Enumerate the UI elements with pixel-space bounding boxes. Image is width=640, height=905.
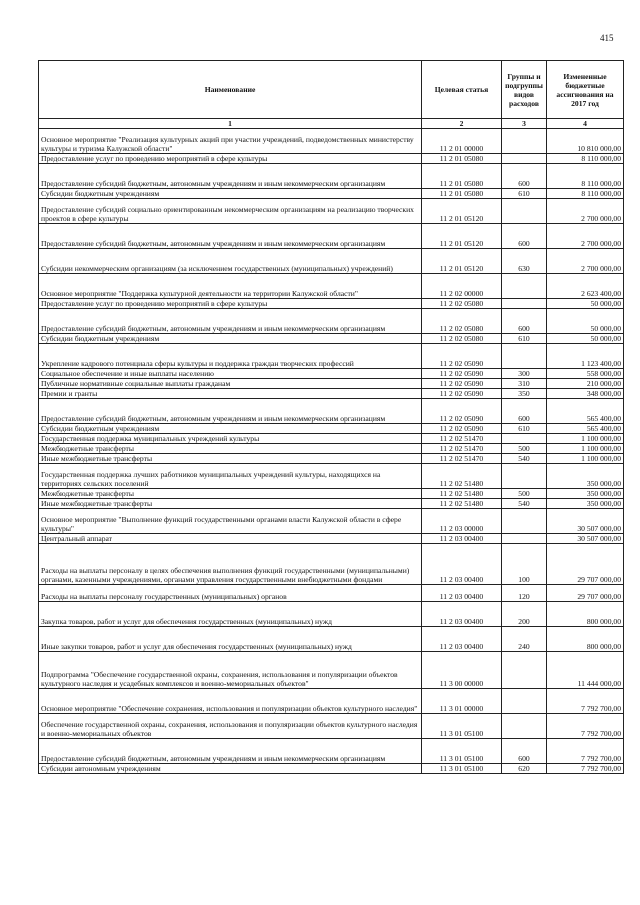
row-amount: 30 507 000,00	[547, 534, 624, 544]
row-amount: 7 792 700,00	[547, 689, 624, 714]
table-row	[39, 389, 624, 399]
header-group: Группы и подгруппы видов расходов	[502, 61, 547, 119]
row-group	[502, 344, 547, 369]
row-group: 600	[502, 309, 547, 334]
row-name: Основное мероприятие "Обеспечение сохранения, использования и популяризации объектов культурного наследия"	[39, 689, 422, 714]
row-amount: 350 000,00	[547, 464, 624, 489]
row-amount: 565 400,00	[547, 399, 624, 424]
row-code: 11 2 02 51470	[422, 454, 502, 464]
row-name: Предоставление субсидий бюджетным, автономным учреждениям и иным некоммерческим организациям	[39, 309, 422, 334]
row-name: Предоставление субсидий социально ориентированным некоммерческим организациям на реализацию творческих проектов в сфере культуры	[39, 199, 422, 224]
table-row	[39, 424, 624, 434]
table-row	[39, 627, 624, 652]
row-group: 620	[502, 764, 547, 774]
row-code: 11 2 02 05080	[422, 334, 502, 344]
row-group: 240	[502, 627, 547, 652]
row-code: 11 2 02 05090	[422, 399, 502, 424]
table-row	[39, 379, 624, 389]
row-group: 600	[502, 164, 547, 189]
row-amount: 2 700 000,00	[547, 249, 624, 274]
row-name: Премии и гранты	[39, 389, 422, 399]
row-group: 120	[502, 585, 547, 602]
table-row	[39, 399, 624, 424]
row-code: 11 2 01 05120	[422, 224, 502, 249]
row-group	[502, 652, 547, 689]
row-amount: 29 707 000,00	[547, 585, 624, 602]
row-amount: 7 792 700,00	[547, 714, 624, 739]
row-group: 610	[502, 189, 547, 199]
table-row	[39, 534, 624, 544]
row-amount: 565 400,00	[547, 424, 624, 434]
row-name: Предоставление субсидий бюджетным, автономным учреждениям и иным некоммерческим организациям	[39, 399, 422, 424]
row-code: 11 2 01 05080	[422, 189, 502, 199]
table-row	[39, 199, 624, 224]
row-code: 11 2 02 05090	[422, 369, 502, 379]
row-code: 11 2 03 00400	[422, 627, 502, 652]
row-amount: 1 100 000,00	[547, 444, 624, 454]
row-group: 610	[502, 334, 547, 344]
row-amount: 210 000,00	[547, 379, 624, 389]
header-name: Наименование	[39, 61, 422, 119]
row-group: 600	[502, 224, 547, 249]
row-name: Субсидии бюджетным учреждениям	[39, 189, 422, 199]
table-row	[39, 434, 624, 444]
row-code: 11 2 03 00000	[422, 509, 502, 534]
table-row	[39, 509, 624, 534]
table-row	[39, 369, 624, 379]
table-row	[39, 154, 624, 164]
row-code: 11 2 01 05080	[422, 154, 502, 164]
table-row	[39, 602, 624, 627]
table-row	[39, 544, 624, 585]
row-amount: 50 000,00	[547, 309, 624, 334]
row-name: Субсидии автономным учреждениям	[39, 764, 422, 774]
row-name: Укрепление кадрового потенциала сферы культуры и поддержка граждан творческих профессий	[39, 344, 422, 369]
row-code: 11 3 01 05100	[422, 764, 502, 774]
table-row	[39, 689, 624, 714]
row-name: Субсидии бюджетным учреждениям	[39, 424, 422, 434]
column-number: 4	[547, 119, 624, 129]
row-name: Субсидии некоммерческим организациям (за исключением государственных (муниципальных) учреждений)	[39, 249, 422, 274]
row-amount: 350 000,00	[547, 489, 624, 499]
row-code: 11 2 01 05120	[422, 249, 502, 274]
table-row	[39, 189, 624, 199]
row-amount: 7 792 700,00	[547, 739, 624, 764]
row-group	[502, 689, 547, 714]
row-code: 11 2 02 51480	[422, 489, 502, 499]
row-amount: 1 100 000,00	[547, 454, 624, 464]
row-name: Обеспечение государственной охраны, сохранения, использования и популяризации объектов культурного наследия и военно-мемориальных объектов	[39, 714, 422, 739]
header-code: Целевая статья	[422, 61, 502, 119]
row-code: 11 2 02 05080	[422, 309, 502, 334]
row-code: 11 2 03 00400	[422, 534, 502, 544]
row-amount: 2 700 000,00	[547, 224, 624, 249]
row-amount: 10 810 000,00	[547, 129, 624, 154]
table-row	[39, 464, 624, 489]
row-name: Предоставление услуг по проведению мероприятий в сфере культуры	[39, 299, 422, 309]
table-row	[39, 334, 624, 344]
row-amount: 1 123 400,00	[547, 344, 624, 369]
row-code: 11 2 02 05090	[422, 389, 502, 399]
table-row	[39, 344, 624, 369]
row-name: Предоставление субсидий бюджетным, автономным учреждениям и иным некоммерческим организациям	[39, 164, 422, 189]
row-amount: 350 000,00	[547, 499, 624, 509]
row-group	[502, 274, 547, 299]
row-group: 500	[502, 489, 547, 499]
table-row	[39, 454, 624, 464]
row-group: 610	[502, 424, 547, 434]
row-name: Государственная поддержка лучших работников муниципальных учреждений культуры, находящихся на территориях сельских поселений	[39, 464, 422, 489]
row-code: 11 3 01 05100	[422, 739, 502, 764]
row-code: 11 2 01 05120	[422, 199, 502, 224]
row-amount: 2 623 400,00	[547, 274, 624, 299]
table-row	[39, 499, 624, 509]
row-name: Государственная поддержка муниципальных учреждений культуры	[39, 434, 422, 444]
row-group: 540	[502, 454, 547, 464]
row-amount: 11 444 000,00	[547, 652, 624, 689]
page-number: 415	[600, 33, 614, 43]
row-name: Расходы на выплаты персоналу государственных (муниципальных) органов	[39, 585, 422, 602]
row-group: 600	[502, 739, 547, 764]
row-name: Подпрограмма "Обеспечение государственной охраны, сохранения, использования и популяризации объектов культурного наследия и усадебных комплексов и военно-мемориальных объектов"	[39, 652, 422, 689]
row-code: 11 2 03 00400	[422, 544, 502, 585]
row-amount: 8 110 000,00	[547, 189, 624, 199]
row-amount: 800 000,00	[547, 627, 624, 652]
row-code: 11 2 02 51480	[422, 499, 502, 509]
row-amount: 50 000,00	[547, 334, 624, 344]
row-amount: 558 000,00	[547, 369, 624, 379]
table-row	[39, 489, 624, 499]
row-amount: 800 000,00	[547, 602, 624, 627]
row-amount: 30 507 000,00	[547, 509, 624, 534]
row-code: 11 2 02 05090	[422, 344, 502, 369]
budget-table	[38, 60, 624, 774]
header-amount: Измененные бюджетные ассигнования на 2017 год	[547, 61, 624, 119]
row-amount: 50 000,00	[547, 299, 624, 309]
row-group	[502, 464, 547, 489]
row-code: 11 2 01 05080	[422, 164, 502, 189]
row-code: 11 2 02 00000	[422, 274, 502, 299]
row-group: 630	[502, 249, 547, 274]
table-body	[39, 129, 624, 774]
row-group: 540	[502, 499, 547, 509]
row-code: 11 2 02 05090	[422, 379, 502, 389]
table-row	[39, 274, 624, 299]
table-row	[39, 164, 624, 189]
row-name: Межбюджетные трансферты	[39, 444, 422, 454]
row-name: Основное мероприятие "Реализация культурных акций при участии учреждений, подведомственных министерству культуры и туризма Калужской области"	[39, 129, 422, 154]
table-row	[39, 739, 624, 764]
table-row	[39, 764, 624, 774]
row-group	[502, 434, 547, 444]
row-code: 11 2 02 05080	[422, 299, 502, 309]
row-name: Предоставление услуг по проведению мероприятий в сфере культуры	[39, 154, 422, 164]
column-number-row	[39, 119, 624, 129]
table-row	[39, 652, 624, 689]
row-group	[502, 509, 547, 534]
row-name: Иные межбюджетные трансферты	[39, 454, 422, 464]
row-code: 11 2 02 51470	[422, 434, 502, 444]
row-code: 11 3 01 00000	[422, 689, 502, 714]
row-group	[502, 199, 547, 224]
row-code: 11 3 00 00000	[422, 652, 502, 689]
row-name: Социальное обеспечение и иные выплаты населению	[39, 369, 422, 379]
row-amount: 8 110 000,00	[547, 154, 624, 164]
row-code: 11 2 03 00400	[422, 602, 502, 627]
row-group: 310	[502, 379, 547, 389]
row-group: 100	[502, 544, 547, 585]
row-amount: 29 707 000,00	[547, 544, 624, 585]
table-row	[39, 714, 624, 739]
row-group	[502, 714, 547, 739]
row-amount: 2 700 000,00	[547, 199, 624, 224]
row-name: Закупка товаров, работ и услуг для обеспечения государственных (муниципальных) нужд	[39, 602, 422, 627]
row-name: Предоставление субсидий бюджетным, автономным учреждениям и иным некоммерческим организациям	[39, 739, 422, 764]
row-group	[502, 534, 547, 544]
row-group: 200	[502, 602, 547, 627]
column-number: 2	[422, 119, 502, 129]
row-group: 500	[502, 444, 547, 454]
row-group	[502, 299, 547, 309]
row-amount: 7 792 700,00	[547, 764, 624, 774]
table-row	[39, 249, 624, 274]
row-code: 11 2 03 00400	[422, 585, 502, 602]
row-code: 11 2 02 05090	[422, 424, 502, 434]
row-group: 350	[502, 389, 547, 399]
row-amount: 1 100 000,00	[547, 434, 624, 444]
table-row	[39, 585, 624, 602]
row-name: Предоставление субсидий бюджетным, автономным учреждениям и иным некоммерческим организациям	[39, 224, 422, 249]
table-row	[39, 299, 624, 309]
table-row	[39, 309, 624, 334]
row-name: Межбюджетные трансферты	[39, 489, 422, 499]
row-name: Центральный аппарат	[39, 534, 422, 544]
row-name: Иные закупки товаров, работ и услуг для обеспечения государственных (муниципальных) нужд	[39, 627, 422, 652]
row-code: 11 2 02 51470	[422, 444, 502, 454]
column-number: 1	[39, 119, 422, 129]
row-group	[502, 154, 547, 164]
table-row	[39, 129, 624, 154]
row-amount: 8 110 000,00	[547, 164, 624, 189]
column-number: 3	[502, 119, 547, 129]
row-group: 300	[502, 369, 547, 379]
table-header-row	[39, 61, 624, 119]
row-name: Субсидии бюджетным учреждениям	[39, 334, 422, 344]
row-code: 11 2 01 00000	[422, 129, 502, 154]
row-code: 11 2 02 51480	[422, 464, 502, 489]
table-row	[39, 224, 624, 249]
row-name: Основное мероприятие "Поддержка культурной деятельности на территории Калужской области"	[39, 274, 422, 299]
row-amount: 348 000,00	[547, 389, 624, 399]
row-name: Расходы на выплаты персоналу в целях обеспечения выполнения функций государственными (муниципальными) органами, казенными учреждениями, органами управления государственными внебюджетными фондами	[39, 544, 422, 585]
row-name: Основное мероприятие "Выполнение функций государственными органами власти Калужской области в сфере культуры"	[39, 509, 422, 534]
row-code: 11 3 01 05100	[422, 714, 502, 739]
row-group	[502, 129, 547, 154]
row-name: Публичные нормативные социальные выплаты гражданам	[39, 379, 422, 389]
row-group: 600	[502, 399, 547, 424]
table-row	[39, 444, 624, 454]
row-name: Иные межбюджетные трансферты	[39, 499, 422, 509]
